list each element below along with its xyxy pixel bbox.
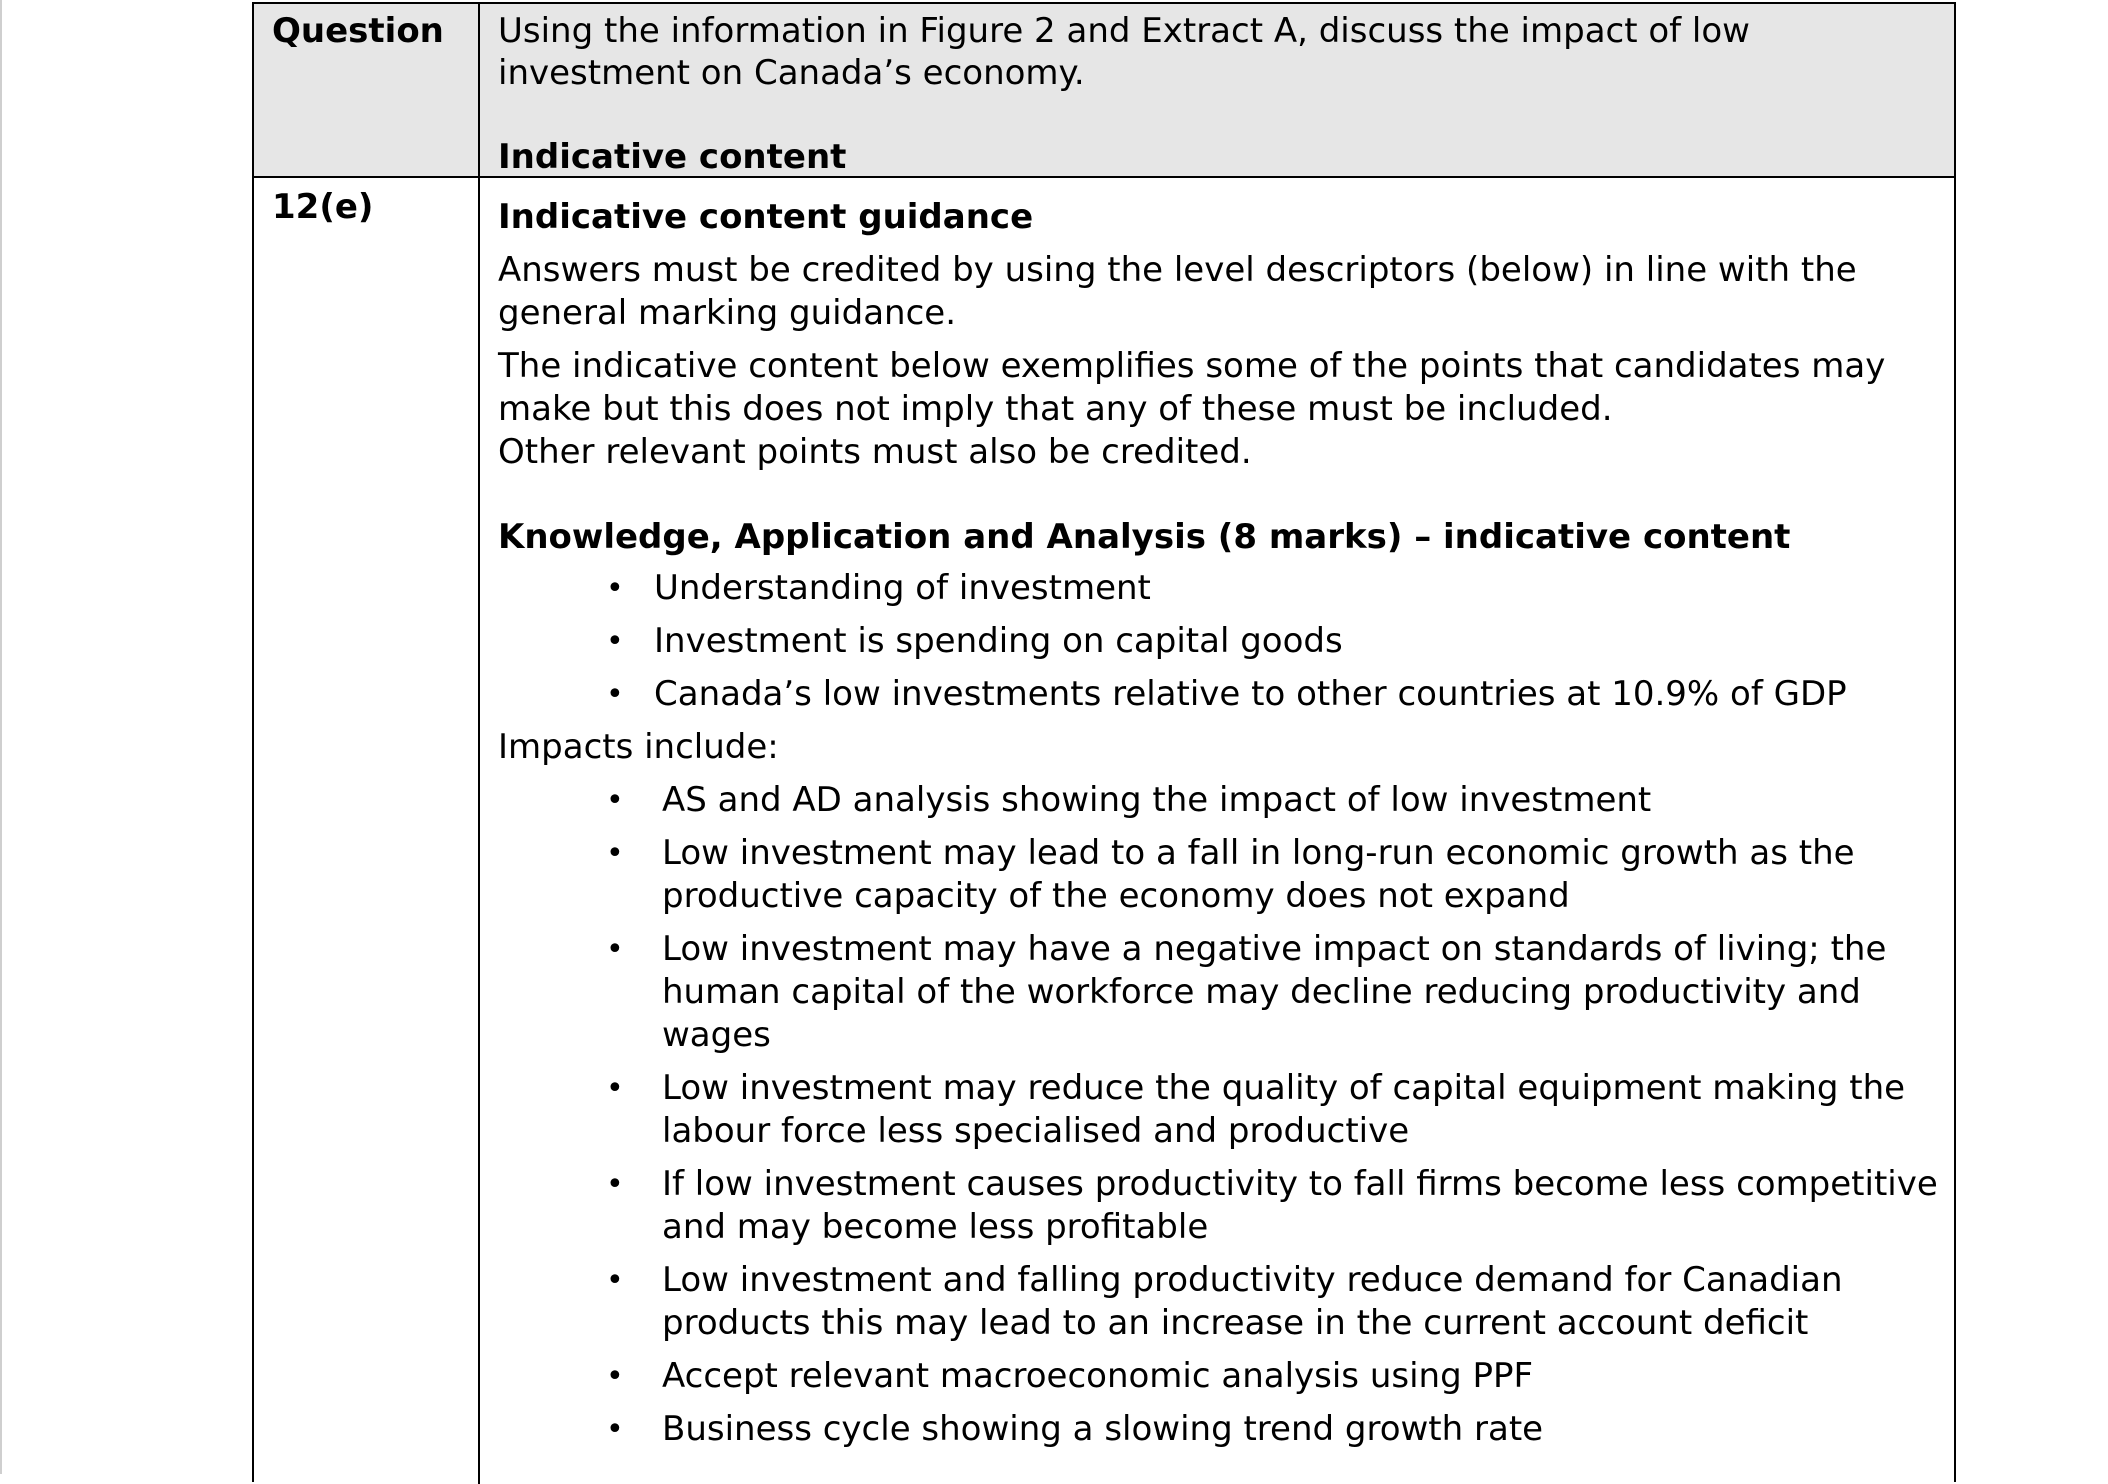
question-line: investment on Canada’s economy. <box>498 53 1085 93</box>
guidance-heading: Indicative content guidance <box>498 197 1034 237</box>
list-item-text: AS and AD analysis showing the impact of low investment <box>662 780 1652 820</box>
list-item <box>498 779 1938 822</box>
guidance-paragraph: Other relevant points must also be credited. <box>498 432 1252 472</box>
question-column-label: Question <box>272 11 444 51</box>
list-item <box>498 928 1938 1057</box>
bullet-icon: • <box>606 571 624 606</box>
list-item <box>498 673 1938 716</box>
impacts-label: Impacts include: <box>498 727 779 767</box>
question-number: 12(e) <box>272 187 374 227</box>
list-item-text: Business cycle showing a slowing trend growth rate <box>662 1409 1544 1449</box>
list-item-text: Investment is spending on capital goods <box>654 621 1343 661</box>
answer-content <box>498 196 1938 1461</box>
list-item <box>498 1259 1938 1345</box>
list-item-text: Low investment and falling productivity reduce demand for Canadian products this may lead to an increase in the current account deficit <box>662 1260 1843 1343</box>
list-item-text: Understanding of investment <box>654 568 1151 608</box>
list-item-text: Canada’s low investments relative to other countries at 10.9% of GDP <box>654 674 1847 714</box>
impact-bullet-list <box>498 779 1938 1451</box>
bullet-icon: • <box>606 1071 624 1106</box>
list-item <box>498 1355 1938 1398</box>
bullet-icon: • <box>606 1412 624 1447</box>
list-item-text: Low investment may have a negative impact on standards of living; the human capital of the workforce may decline reducing productivity and wages <box>662 929 1887 1055</box>
bullet-icon: • <box>606 1263 624 1298</box>
list-item <box>498 832 1938 918</box>
kaa-heading: Knowledge, Application and Analysis (8 marks) – indicative content <box>498 517 1791 557</box>
list-item <box>498 1067 1938 1153</box>
mark-scheme-table <box>252 2 1956 1482</box>
list-item <box>498 1408 1938 1451</box>
guidance-paragraph: The indicative content below exemplifies some of the points that candidates may make but this does not imply that any of these must be included. <box>498 346 1886 429</box>
list-item <box>498 620 1938 663</box>
page-edge <box>0 0 2 1474</box>
column-divider <box>478 4 480 1484</box>
list-item <box>498 567 1938 610</box>
guidance-paragraph: Answers must be credited by using the level descriptors (below) in line with the general marking guidance. <box>498 250 1857 333</box>
list-item-text: If low investment causes productivity to fall firms become less competitive and may become less profitable <box>662 1164 1938 1247</box>
kaa-bullet-list <box>498 567 1938 716</box>
list-item <box>498 1163 1938 1249</box>
bullet-icon: • <box>606 1359 624 1394</box>
bullet-icon: • <box>606 783 624 818</box>
list-item-text: Low investment may reduce the quality of capital equipment making the labour force less specialised and productive <box>662 1068 1906 1151</box>
bullet-icon: • <box>606 677 624 712</box>
question-line: Using the information in Figure 2 and Extract A, discuss the impact of low <box>498 11 1750 51</box>
list-item-text: Low investment may lead to a fall in long-run economic growth as the productive capacity of the economy does not expand <box>662 833 1855 916</box>
bullet-icon: • <box>606 1167 624 1202</box>
question-text <box>498 10 1928 178</box>
bullet-icon: • <box>606 932 624 967</box>
bullet-icon: • <box>606 624 624 659</box>
indicative-content-subheading: Indicative content <box>498 137 847 177</box>
bullet-icon: • <box>606 836 624 871</box>
list-item-text: Accept relevant macroeconomic analysis using PPF <box>662 1356 1534 1396</box>
